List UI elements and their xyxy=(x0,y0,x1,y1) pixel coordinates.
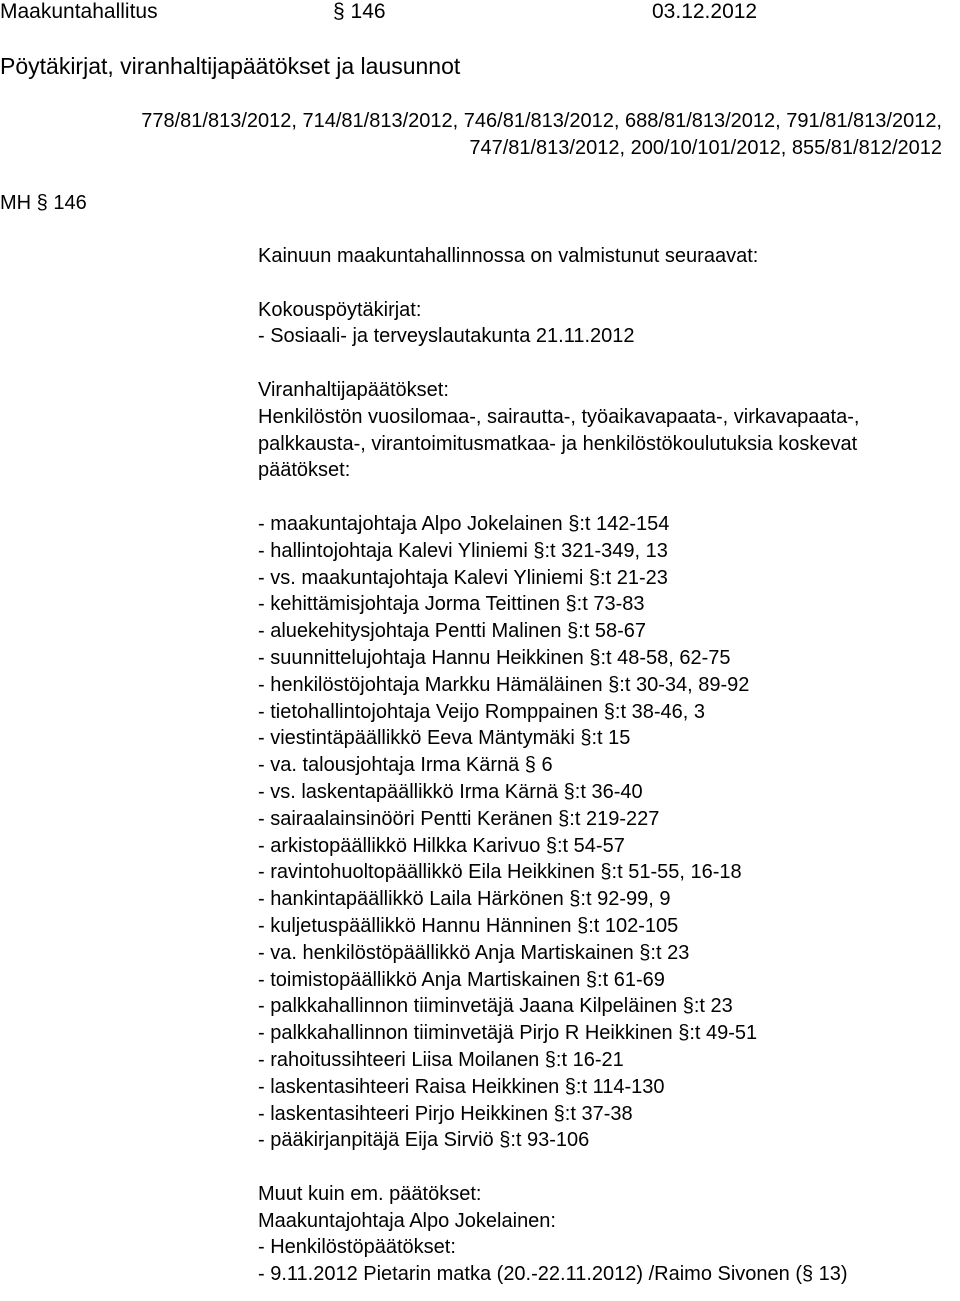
spacer xyxy=(258,270,960,297)
intro-text: Kainuun maakuntahallinnossa on valmistunut seuraavat: xyxy=(258,245,759,267)
decision-item: - suunnittelujohtaja Hannu Heikkinen §:t 48-58, 62-75 xyxy=(258,646,731,669)
decision-item: - vs. maakuntajohtaja Kalevi Yliniemi §:t 21-23 xyxy=(258,566,668,589)
decision-item: - kehittämisjohtaja Jorma Teittinen §:t 73-83 xyxy=(258,593,645,616)
decision-item: - ravintohuoltopäällikkö Eila Heikkinen §:t 51-55, 16-18 xyxy=(258,861,742,884)
decision-item: - laskentasihteeri Pirjo Heikkinen §:t 37-38 xyxy=(258,1102,633,1125)
section-label: MH § 146 xyxy=(0,192,87,214)
decision-item: - tietohallintojohtaja Veijo Romppainen §:t 38-46, 3 xyxy=(258,700,705,723)
spacer xyxy=(258,1154,960,1181)
decision-item: - sairaalainsinööri Pentti Keränen §:t 219-227 xyxy=(258,807,660,830)
decision-item: - hallintojohtaja Kalevi Yliniemi §:t 321-349, 13 xyxy=(258,539,668,562)
decision-item: - vs. laskentapäällikkö Irma Kärnä §:t 36-40 xyxy=(258,780,643,803)
decision-item: - maakuntajohtaja Alpo Jokelainen §:t 142-154 xyxy=(258,512,670,535)
decision-item: - aluekehitysjohtaja Pentti Malinen §:t 58-67 xyxy=(258,620,647,643)
decisions-heading: Viranhaltijapäätökset: xyxy=(258,378,449,401)
decision-item: - kuljetuspäällikkö Hannu Hänninen §:t 102-105 xyxy=(258,914,679,937)
reference-numbers-line: 747/81/813/2012, 200/10/101/2012, 855/81/812/2012 xyxy=(469,137,942,159)
decision-item: - hankintapäällikkö Laila Härkönen §:t 92-99, 9 xyxy=(258,888,671,911)
reference-numbers-line: 778/81/813/2012, 714/81/813/2012, 746/81/813/2012, 688/81/813/2012, 791/81/813/2012, xyxy=(141,110,942,132)
decision-item: - va. henkilöstöpäällikkö Anja Martiskainen §:t 23 xyxy=(258,941,690,964)
minutes-heading: Kokouspöytäkirjat: xyxy=(258,298,422,321)
decision-item: - palkkahallinnon tiiminvetäjä Jaana Kilpeläinen §:t 23 xyxy=(258,995,733,1018)
document-body xyxy=(258,243,960,1288)
spacer xyxy=(258,484,960,511)
decision-item: - laskentasihteeri Raisa Heikkinen §:t 114-130 xyxy=(258,1075,665,1098)
minutes-item: - Sosiaali- ja terveyslautakunta 21.11.2012 xyxy=(258,325,635,348)
decision-item: - va. talousjohtaja Irma Kärnä § 6 xyxy=(258,754,553,777)
other-decisions-line: - Henkilöstöpäätökset: xyxy=(258,1236,456,1259)
header-section-number: § 146 xyxy=(333,0,386,23)
decision-item: - palkkahallinnon tiiminvetäjä Pirjo R Heikkinen §:t 49-51 xyxy=(258,1022,758,1045)
other-decisions-heading: Muut kuin em. päätökset: xyxy=(258,1182,482,1205)
other-decisions-line: Maakuntajohtaja Alpo Jokelainen: xyxy=(258,1209,556,1232)
header-date: 03.12.2012 xyxy=(652,0,758,23)
decision-item: - rahoitussihteeri Liisa Moilanen §:t 16-21 xyxy=(258,1048,624,1071)
header-organization: Maakuntahallitus xyxy=(0,0,158,23)
decision-list xyxy=(258,511,960,1154)
decision-item: - henkilöstöjohtaja Markku Hämäläinen §:t 30-34, 89-92 xyxy=(258,673,750,696)
decision-item: - viestintäpäällikkö Eeva Mäntymäki §:t 15 xyxy=(258,727,631,750)
other-decisions-line: - 9.11.2012 Pietarin matka (20.-22.11.2012) /Raimo Sivonen (§ 13) xyxy=(258,1263,848,1286)
decisions-description: Henkilöstön vuosilomaa-, sairautta-, työaikavapaata-, virkavapaata-, xyxy=(258,405,860,428)
decision-item: - toimistopäällikkö Anja Martiskainen §:t 61-69 xyxy=(258,968,665,991)
spacer xyxy=(258,350,960,377)
decisions-description: palkkausta-, virantoimitusmatkaa- ja henkilöstökoulutuksia koskevat xyxy=(258,432,858,455)
decision-item: - pääkirjanpitäjä Eija Sirviö §:t 93-106 xyxy=(258,1129,590,1152)
decision-item: - arkistopäällikkö Hilkka Karivuo §:t 54-57 xyxy=(258,834,625,857)
decisions-description: päätökset: xyxy=(258,459,351,482)
page-title: Pöytäkirjat, viranhaltijapäätökset ja lausunnot xyxy=(0,53,461,79)
